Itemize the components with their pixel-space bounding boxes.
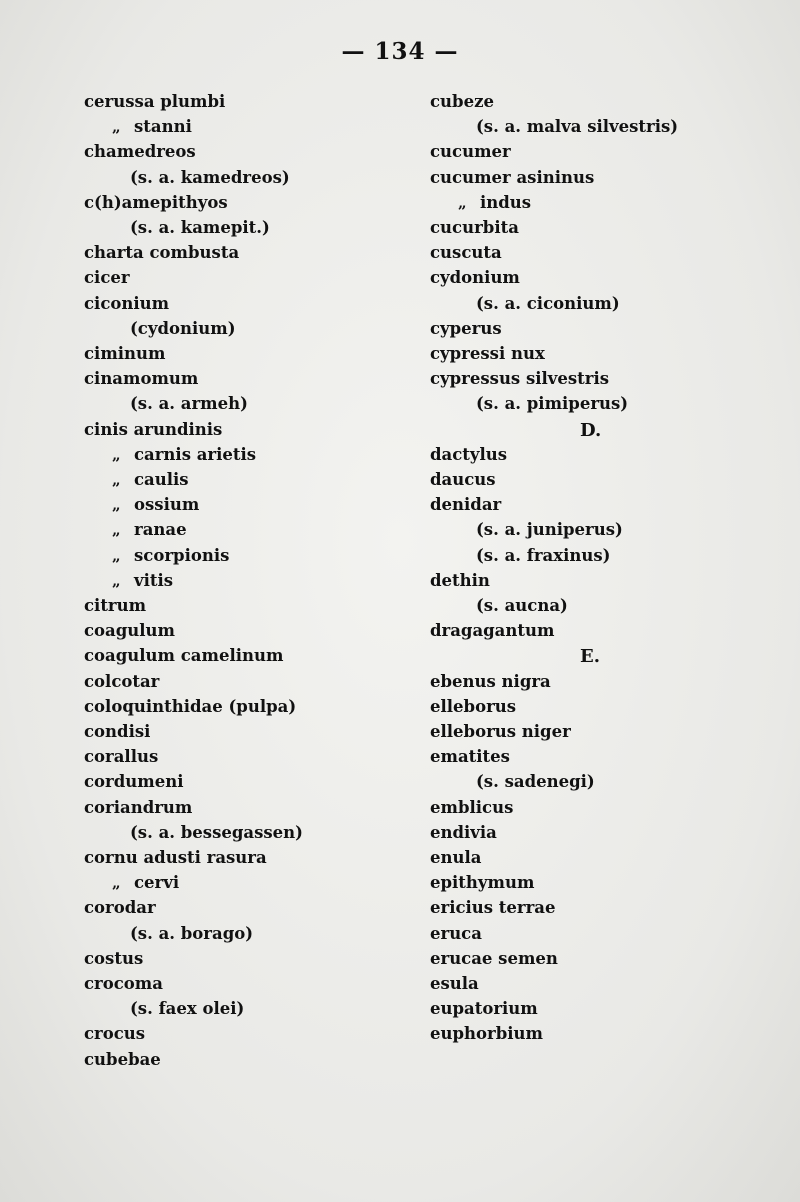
index-entry: dactylus (430, 444, 508, 464)
ditto-mark: „ (112, 118, 121, 137)
index-entry: cubebae (84, 1049, 161, 1069)
entry-text: ossium (134, 495, 200, 515)
index-entry: enula (430, 848, 482, 867)
sub-entry: (s. a. ciconium) (476, 293, 620, 313)
sub-entry: (s. a. kamepit.) (130, 218, 270, 237)
index-entry: cicer (84, 268, 130, 288)
index-entry: cordumeni (84, 772, 184, 792)
ditto-mark: „ (112, 471, 121, 489)
entry-text: indus (480, 192, 532, 212)
index-entry: denidar (430, 495, 502, 515)
index-entry: chamedreos (84, 142, 196, 162)
index-entry: cucumer (430, 142, 511, 162)
sub-entry (112, 443, 256, 467)
index-entry: ematites (430, 747, 510, 767)
section-heading: D. (580, 419, 602, 441)
index-entry: coriandrum (84, 797, 193, 817)
index-entry: cucumer asininus (430, 167, 595, 187)
index-entry: corallus (84, 747, 159, 767)
index-entry: eruca (430, 923, 482, 943)
index-entry: c(h)amepithyos (84, 192, 228, 212)
index-entry: costus (84, 948, 144, 968)
index-entry: cypressus silvestris (430, 369, 610, 389)
entry-text: stanni (134, 117, 192, 137)
index-entry: euphorbium (430, 1024, 543, 1044)
index-entry: citrum (84, 596, 147, 615)
sub-entry: (s. aucna) (476, 596, 568, 615)
ditto-mark: „ (112, 445, 121, 464)
index-entry: ciconium (84, 293, 170, 313)
index-entry: endivia (430, 822, 497, 842)
index-entry: esula (430, 974, 479, 993)
sub-entry (112, 544, 229, 568)
sub-entry (458, 191, 531, 215)
ditto-mark: „ (112, 546, 121, 565)
sub-entry (112, 115, 192, 139)
index-entry: elleborus niger (430, 722, 571, 741)
entry-text: vitis (134, 570, 174, 590)
index-entry: erucae semen (430, 948, 558, 968)
index-entry: dragagantum (430, 621, 555, 641)
sub-entry: (s. a. borago) (130, 923, 254, 943)
sub-entry: (s. a. malva silvestris) (476, 117, 679, 137)
sub-entry (112, 493, 199, 517)
index-entry: cydonium (430, 268, 520, 288)
sub-entry (112, 468, 189, 492)
index-entry: ebenus nigra (430, 671, 551, 691)
index-entry: epithymum (430, 873, 535, 893)
index-entry: cinamomum (84, 369, 199, 389)
entry-text: scorpionis (134, 545, 230, 565)
ditto-mark: „ (112, 874, 121, 893)
ditto-mark: „ (112, 521, 121, 540)
ditto-mark: „ (112, 496, 121, 515)
section-heading: E. (580, 646, 600, 668)
index-entry: daucus (430, 470, 496, 489)
sub-entry: (s. a. fraxinus) (476, 545, 611, 565)
index-entry: cyperus (430, 318, 502, 338)
ditto-mark: „ (112, 571, 121, 590)
sub-entry: (s. a. bessegassen) (130, 822, 303, 842)
sub-entry: (cydonium) (130, 318, 236, 338)
sub-entry (112, 569, 173, 593)
index-entry: cornu adusti rasura (84, 848, 267, 867)
sub-entry: (s. a. kamedreos) (130, 167, 290, 187)
entry-text: carnis arietis (134, 444, 257, 464)
index-entry: coagulum (84, 621, 175, 641)
index-entry: ciminum (84, 344, 166, 363)
index-entry: cucurbita (430, 218, 519, 237)
index-entry: dethin (430, 570, 490, 590)
sub-entry: (s. sadenegi) (476, 772, 595, 792)
index-entry: charta combusta (84, 243, 240, 263)
sub-entry: (s. a. juniperus) (476, 520, 623, 540)
sub-entry: (s. a. pimiperus) (476, 394, 629, 414)
index-entry: cuscuta (430, 243, 502, 263)
entry-text: cervi (134, 873, 180, 893)
index-entry: cinis arundinis (84, 419, 223, 439)
ditto-mark: „ (458, 193, 467, 212)
index-entry: corodar (84, 898, 156, 918)
index-entry: colcotar (84, 671, 160, 691)
entry-text: ranae (134, 520, 187, 540)
page-number: — 134 — (341, 38, 459, 65)
index-entry: crocus (84, 1024, 146, 1044)
entry-text: caulis (134, 470, 189, 489)
sub-entry: (s. a. armeh) (130, 394, 248, 414)
index-entry: cubeze (430, 92, 494, 111)
sub-entry: (s. faex olei) (130, 999, 245, 1019)
index-entry: eupatorium (430, 999, 538, 1019)
sub-entry (112, 518, 187, 542)
index-entry: condisi (84, 722, 151, 741)
sub-entry (112, 871, 179, 895)
index-entry: cypressi nux (430, 344, 545, 363)
index-entry: ericius terrae (430, 898, 556, 918)
index-entry: coloquinthidae (pulpa) (84, 696, 297, 716)
index-entry: cerussa plumbi (84, 92, 226, 111)
index-entry: coagulum camelinum (84, 646, 284, 666)
index-entry: crocoma (84, 974, 163, 993)
index-entry: emblicus (430, 797, 514, 817)
index-entry: elleborus (430, 696, 517, 716)
